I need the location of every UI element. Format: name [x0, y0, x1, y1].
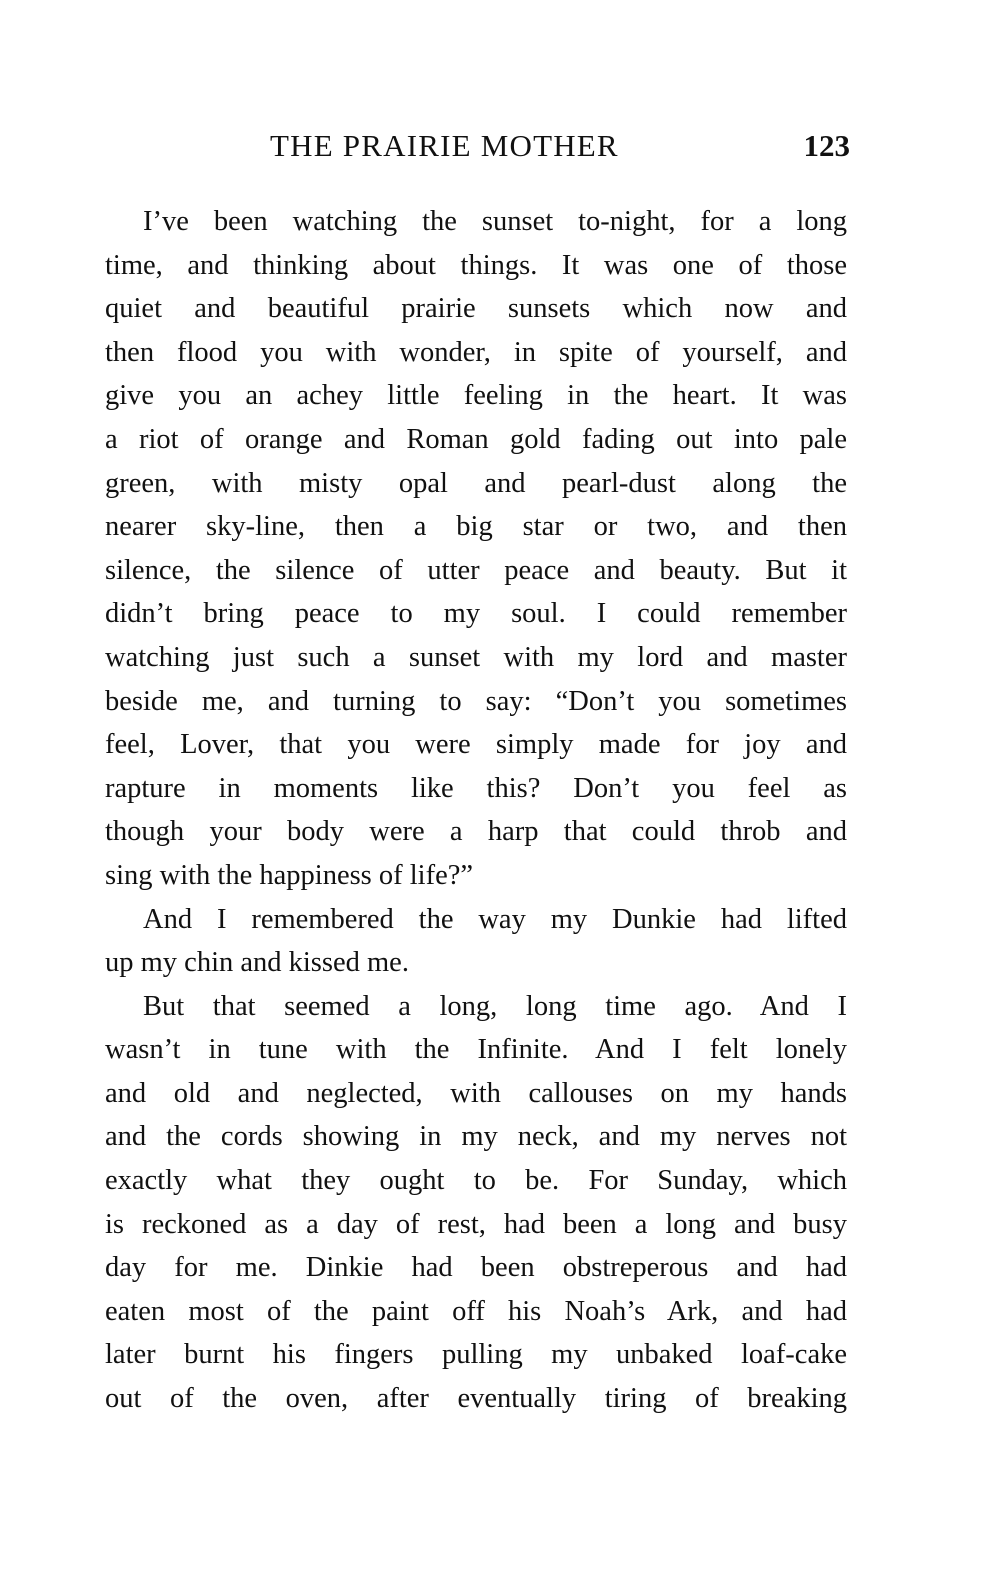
- text-line: beside me, and turning to say: “Don’t you sometimes: [105, 685, 847, 717]
- text-line: And I remembered the way my Dunkie had lifted: [143, 903, 847, 935]
- text-line: though your body were a harp that could throb and: [105, 816, 847, 848]
- text-line: sing with the happiness of life?”: [105, 859, 474, 891]
- text-line: feel, Lover, that you were simply made for joy and: [105, 729, 847, 761]
- text-line: up my chin and kissed me.: [105, 947, 409, 979]
- text-line: eaten most of the paint off his Noah’s Ark, and had: [105, 1295, 847, 1327]
- text-line: out of the oven, after eventually tiring of breaking: [105, 1383, 847, 1415]
- text-line: nearer sky-line, then a big star or two, and then: [105, 511, 847, 543]
- text-line: is reckoned as a day of rest, had been a long and busy: [105, 1208, 847, 1240]
- text-line: green, with misty opal and pearl-dust along the: [105, 467, 847, 499]
- text-line: time, and thinking about things. It was one of those: [105, 249, 847, 281]
- text-line: exactly what they ought to be. For Sunday, which: [105, 1165, 847, 1197]
- running-head: [105, 128, 850, 168]
- text-line: watching just such a sunset with my lord and master: [105, 641, 847, 673]
- paragraph-3: [105, 985, 847, 1421]
- text-line: I’ve been watching the sunset to-night, for a long: [143, 206, 847, 237]
- text-line: a riot of orange and Roman gold fading out into pale: [105, 423, 847, 455]
- text-line: rapture in moments like this? Don’t you feel as: [105, 772, 847, 804]
- body-text: [105, 200, 847, 1421]
- text-line: give you an achey little feeling in the heart. It was: [105, 380, 847, 412]
- text-line: and old and neglected, with callouses on my hands: [105, 1077, 847, 1109]
- text-line: But that seemed a long, long time ago. And I: [143, 990, 847, 1022]
- running-title: THE PRAIRIE MOTHER: [270, 128, 619, 163]
- text-line: silence, the silence of utter peace and beauty. But it: [105, 554, 847, 586]
- page-number: 123: [803, 128, 850, 163]
- paragraph-1: [105, 200, 847, 898]
- text-line: day for me. Dinkie had been obstreperous and had: [105, 1252, 847, 1284]
- text-line: wasn’t in tune with the Infinite. And I felt lonely: [105, 1034, 847, 1066]
- text-line: and the cords showing in my neck, and my nerves not: [105, 1121, 847, 1153]
- text-line: quiet and beautiful prairie sunsets which now and: [105, 293, 847, 325]
- text-line: didn’t bring peace to my soul. I could remember: [105, 598, 847, 630]
- paragraph-2: [105, 898, 847, 985]
- text-line: later burnt his fingers pulling my unbaked loaf-cake: [105, 1339, 847, 1371]
- text-line: then flood you with wonder, in spite of yourself, and: [105, 336, 847, 368]
